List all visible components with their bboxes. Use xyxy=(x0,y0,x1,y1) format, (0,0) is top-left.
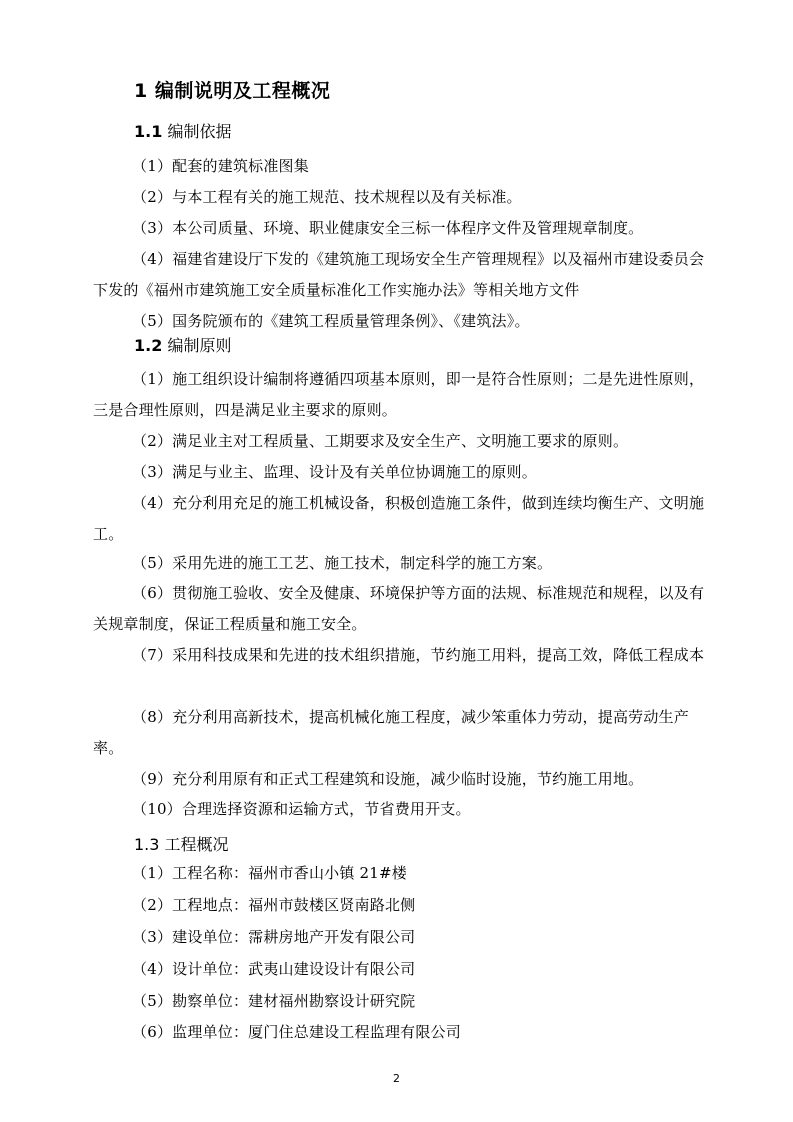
paragraph: （3）满足与业主、监理、设计及有关单位协调施工的原则。 xyxy=(132,463,537,481)
section-number: 1.2 xyxy=(134,336,163,355)
paragraph: （2）与本工程有关的施工规范、技术规程以及有关标准。 xyxy=(132,188,522,206)
section-heading-1-3 xyxy=(134,832,229,855)
paragraph: （4）设计单位：武夷山建设设计有限公司 xyxy=(132,960,416,978)
chapter-heading: 1 编制说明及工程概况 xyxy=(134,80,331,102)
paragraph: （3）建设单位：霈耕房地产开发有限公司 xyxy=(132,928,416,946)
section-title: 编制依据 xyxy=(167,122,232,141)
paragraph: （10）合理选择资源和运输方式，节省费用开支。 xyxy=(132,800,471,818)
paragraph: （3）本公司质量、环境、职业健康安全三标一体程序文件及管理规章制度。 xyxy=(132,219,644,237)
paragraph: （1）工程名称：福州市香山小镇 21#楼 xyxy=(132,864,407,882)
section-number: 1.3 xyxy=(134,835,160,854)
section-title: 工程概况 xyxy=(164,835,229,854)
paragraph: （7）采用科技成果和先进的技术组织措施，节约施工用料，提高工效，降低工程成本 xyxy=(132,646,705,664)
paragraph: （2）工程地点：福州市鼓楼区贤南路北侧 xyxy=(132,896,416,914)
section-number: 1.1 xyxy=(134,122,163,141)
paragraph: （1）施工组织设计编制将遵循四项基本原则，即一是符合性原则；二是先进性原则，三是合理性原则，四是满足业主要求的原则。 xyxy=(93,370,705,419)
paragraph: （1）配套的建筑标准图集 xyxy=(132,157,309,175)
paragraph: （6）贯彻施工验收、安全及健康、环境保护等方面的法规、标准规范和规程，以及有关规章制度，保证工程质量和施工安全。 xyxy=(93,584,705,633)
paragraph: （5）国务院颁布的《建筑工程质量管理条例》、《建筑法》。 xyxy=(132,312,530,330)
paragraph: （4）充分利用充足的施工机械设备，积极创造施工条件，做到连续均衡生产、文明施工。 xyxy=(93,494,705,543)
section-heading-1-1 xyxy=(134,119,231,142)
section-title: 编制原则 xyxy=(167,336,232,355)
paragraph: （6）监理单位：厦门住总建设工程监理有限公司 xyxy=(132,1023,461,1041)
paragraph: （5）勘察单位：建材福州勘察设计研究院 xyxy=(132,992,416,1010)
page-number: 2 xyxy=(393,1072,400,1085)
paragraph: （2）满足业主对工程质量、工期要求及安全生产、文明施工要求的原则。 xyxy=(132,432,629,450)
paragraph: （5）采用先进的施工工艺、施工技术，制定科学的施工方案。 xyxy=(132,554,553,572)
paragraph: （9）充分利用原有和正式工程建筑和设施，减少临时设施，节约施工用地。 xyxy=(132,770,644,788)
paragraph: （4）福建省建设厅下发的《建筑施工现场安全生产管理规程》以及福州市建设委员会下发的《福州市建筑施工安全质量标准化工作实施办法》等相关地方文件 xyxy=(93,250,705,299)
paragraph: （8）充分利用高新技术，提高机械化施工程度，减少笨重体力劳动，提高劳动生产率。 xyxy=(93,708,689,757)
section-heading-1-2 xyxy=(134,333,231,356)
